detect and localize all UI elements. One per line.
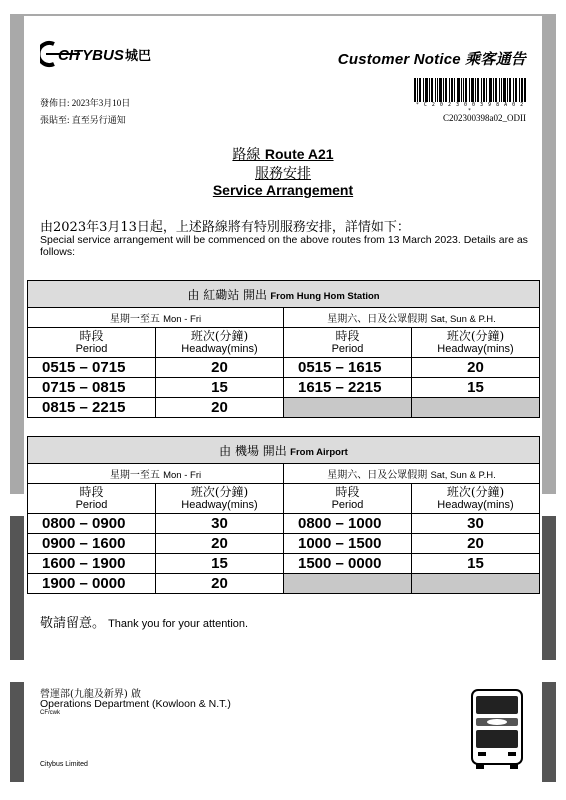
weekday-period: 0800 – 0900	[28, 514, 156, 534]
weekday-label-en: Mon - Fri	[163, 470, 202, 481]
table-header	[28, 437, 540, 464]
headway-zh: 班次(分鐘)	[190, 484, 249, 499]
table-row	[28, 534, 540, 554]
weekend-period: 0515 – 1615	[284, 358, 412, 378]
period-zh: 時段	[335, 484, 360, 499]
weekend-label	[284, 464, 540, 484]
day-row	[28, 464, 540, 484]
cf-ref: CF/cwk	[40, 710, 60, 716]
thanks-en: Thank you for your attention.	[108, 618, 249, 630]
thanks-zh: 敬請留意。	[40, 616, 106, 631]
headway-en: Headway(mins)	[437, 498, 514, 511]
schedule-table	[27, 436, 540, 594]
weekend-headway	[412, 398, 540, 418]
headway-col-header	[412, 328, 540, 358]
weekend-period: 1500 – 0000	[284, 554, 412, 574]
citybus-logo	[40, 40, 152, 68]
table-row	[28, 554, 540, 574]
weekday-headway: 20	[156, 398, 284, 418]
thanks-note	[40, 612, 248, 631]
barcode-text: * C 2 0 2 3 0 0 3 9 8 A 0 2 *	[415, 102, 525, 114]
period-zh: 時段	[79, 328, 104, 343]
weekend-label	[284, 308, 540, 328]
weekday-period: 1600 – 1900	[28, 554, 156, 574]
svg-text:CITYBUS: CITYBUS	[58, 47, 124, 64]
service-arrangement-zh: 服務安排	[255, 166, 311, 182]
headway-col-header	[412, 484, 540, 514]
table-row	[28, 378, 540, 398]
weekday-headway: 15	[156, 554, 284, 574]
headway-en: Headway(mins)	[181, 498, 258, 511]
svg-text:城巴: 城巴	[125, 49, 152, 64]
headway-zh: 班次(分鐘)	[190, 328, 249, 343]
headway-col-header	[156, 484, 284, 514]
barcode	[414, 78, 526, 102]
dept-zh: 營運部(九龍及新界) 啟	[40, 689, 141, 700]
issue-date: 發佈日: 2023年3月10日	[40, 98, 131, 108]
weekday-label-en: Mon - Fri	[163, 314, 202, 325]
dept-en: Operations Department (Kowloon & N.T.)	[40, 698, 231, 710]
weekday-label-zh: 星期一至五	[109, 314, 160, 325]
weekend-label-en: Sat, Sun & P.H.	[430, 314, 496, 325]
weekday-headway: 20	[156, 574, 284, 594]
headway-zh: 班次(分鐘)	[446, 484, 505, 499]
weekday-label-zh: 星期一至五	[109, 470, 160, 481]
double-decker-bus-icon	[468, 688, 526, 770]
route-title-zh: 路線	[232, 147, 265, 163]
weekday-headway: 20	[156, 358, 284, 378]
weekday-headway: 20	[156, 534, 284, 554]
weekend-headway: 20	[412, 534, 540, 554]
weekday-period: 0715 – 0815	[28, 378, 156, 398]
weekday-label	[28, 464, 284, 484]
right-bottom-bar	[542, 682, 556, 782]
period-col-header	[284, 484, 412, 514]
weekday-period: 0900 – 1600	[28, 534, 156, 554]
headway-en: Headway(mins)	[181, 342, 258, 355]
weekend-headway	[412, 574, 540, 594]
intro-zh: 由2023年3月13日起，上述路線將有特別服務安排，詳情如下：	[40, 220, 410, 235]
weekend-period: 0800 – 1000	[284, 514, 412, 534]
column-header-row	[28, 484, 540, 514]
weekday-period: 0815 – 2215	[28, 398, 156, 418]
period-zh: 時段	[79, 484, 104, 499]
weekend-headway: 15	[412, 554, 540, 574]
weekend-period: 1615 – 2215	[284, 378, 412, 398]
left-gray-bar	[10, 14, 24, 494]
headway-zh: 班次(分鐘)	[446, 328, 505, 343]
weekend-headway: 15	[412, 378, 540, 398]
period-en: Period	[331, 342, 364, 355]
weekday-headway: 15	[156, 378, 284, 398]
table-row	[28, 358, 540, 378]
period-en: Period	[75, 498, 108, 511]
table-header-zh: 由 機場 開出	[219, 443, 287, 458]
schedule-table	[27, 280, 540, 418]
period-col-header	[28, 328, 156, 358]
weekday-period: 1900 – 0000	[28, 574, 156, 594]
table-row	[28, 398, 540, 418]
weekend-period: 1000 – 1500	[284, 534, 412, 554]
weekend-headway: 20	[412, 358, 540, 378]
table-header-row	[28, 437, 540, 464]
period-col-header	[284, 328, 412, 358]
weekday-label	[28, 308, 284, 328]
route-title-en: Route A21	[264, 146, 334, 162]
intro-en: Special service arrangement will be commenced on the above routes from 13 March 2023. Details are as follows:	[40, 234, 528, 258]
table-row	[28, 514, 540, 534]
weekend-label-zh: 星期六、日及公眾假期	[327, 314, 428, 325]
weekday-period: 0515 – 0715	[28, 358, 156, 378]
weekend-label-en: Sat, Sun & P.H.	[430, 470, 496, 481]
period-col-header	[28, 484, 156, 514]
table-header-zh: 由 紅磡站 開出	[187, 287, 268, 302]
weekday-headway: 30	[156, 514, 284, 534]
table-header	[28, 281, 540, 308]
headway-col-header	[156, 328, 284, 358]
period-en: Period	[75, 342, 108, 355]
posting-until: 張貼至: 直至另行通知	[40, 115, 126, 125]
day-row	[28, 308, 540, 328]
right-gray-bar	[542, 14, 556, 494]
left-bottom-bar	[10, 682, 24, 782]
route-title	[0, 144, 566, 164]
right-dark-bar	[542, 516, 556, 660]
left-dark-bar	[10, 516, 24, 660]
table-header-en: From Airport	[290, 446, 348, 458]
table-header-row	[28, 281, 540, 308]
headway-en: Headway(mins)	[437, 342, 514, 355]
notice-title: Customer Notice 乘客通告	[337, 51, 526, 68]
weekend-headway: 30	[412, 514, 540, 534]
service-arrangement-en: Service Arrangement	[212, 182, 354, 198]
company-name: Citybus Limited	[40, 761, 88, 768]
table-row	[28, 574, 540, 594]
top-gray-line	[24, 14, 542, 16]
table-header-en: From Hung Hom Station	[270, 290, 380, 302]
period-zh: 時段	[335, 328, 360, 343]
weekend-period	[284, 574, 412, 594]
period-en: Period	[331, 498, 364, 511]
weekend-period	[284, 398, 412, 418]
weekend-label-zh: 星期六、日及公眾假期	[327, 470, 428, 481]
column-header-row	[28, 328, 540, 358]
doc-ref: C202300398a02_ODII	[443, 113, 526, 123]
